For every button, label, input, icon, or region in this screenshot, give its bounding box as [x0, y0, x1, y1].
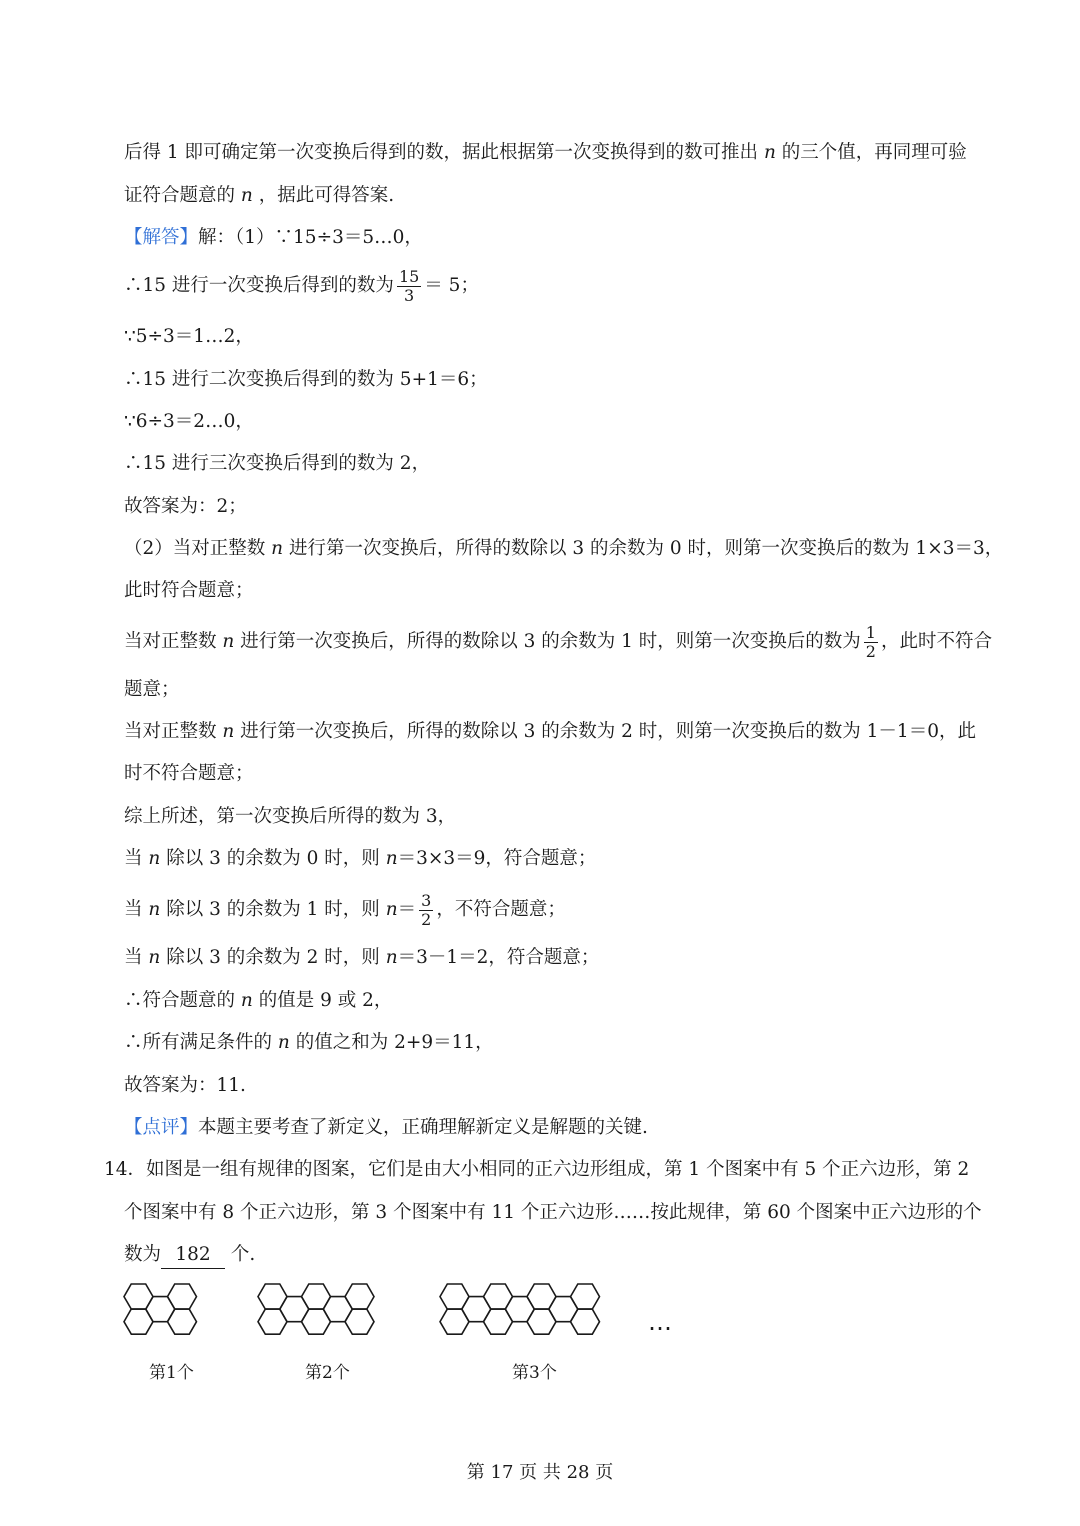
pattern-ellipsis: … [648, 1308, 672, 1336]
text-line: 后得 1 即可确定第一次变换后得到的数，据此根据第一次变换得到的数可推出 n 的三个值，再同理可验 [124, 142, 967, 163]
hexagon [571, 1309, 600, 1334]
text-line: 证符合题意的 n ，据此可得答案. [124, 185, 395, 206]
text-line: 当 n 除以 3 的余数为 0 时，则 n＝3×3＝9，符合题意； [124, 848, 597, 869]
hexagon-pattern-2 [258, 1284, 374, 1334]
text-line: ∴15 进行三次变换后得到的数为 2， [124, 453, 431, 474]
solution-tag: 【解答】 [124, 227, 199, 248]
comment-tag: 【点评】 [124, 1117, 199, 1138]
text-line: 题意； [124, 679, 180, 700]
text-line: ∵6÷3＝2…0， [124, 411, 254, 432]
fraction: $\frac{15}{3}$ [398, 266, 420, 305]
question-14-line: 数为 182 个. [124, 1242, 994, 1269]
text-line: ∴符合题意的 n 的值是 9 或 2， [124, 990, 393, 1011]
text-line: 此时符合题意； [124, 580, 254, 601]
text-line: 当 n 除以 3 的余数为 2 时，则 n＝3－1＝2，符合题意； [124, 947, 600, 968]
question-14-line: 个图案中有 8 个正六边形，第 3 个图案中有 11 个正六边形……按此规律，第 60 个图案中正六边形的个 [124, 1202, 982, 1223]
text-line: 当对正整数 n 进行第一次变换后，所得的数除以 3 的余数为 2 时，则第一次变换后的数为 1－1＝0，此 [124, 721, 976, 742]
solution-heading: 【解答】解：（1）∵15÷3＝5…0， [124, 227, 423, 248]
comment-line: 【点评】本题主要考查了新定义，正确理解新定义是解题的关键. [124, 1117, 648, 1138]
text-line: 故答案为：11. [124, 1075, 246, 1096]
fraction: $\frac{1}{2}$ [865, 622, 876, 661]
question-14-line: 14．如图是一组有规律的图案，它们是由大小相同的正六边形组成，第 1 个图案中有 5 个正六边形，第 2 [104, 1159, 970, 1180]
text-line: 当对正整数 n 进行第一次变换后，所得的数除以 3 的余数为 1 时，则第一次变换后的数为 $\frac{1}{2}$ ，此时不符合 [124, 622, 992, 661]
hexagon [345, 1309, 374, 1334]
text-line: 当 n 除以 3 的余数为 1 时，则 n＝ $\frac{3}{2}$ ，不符合题意； [124, 890, 566, 929]
text-line: ∴所有满足条件的 n 的值之和为 2+9＝11， [124, 1032, 494, 1053]
pattern-caption: 第3个 [512, 1363, 557, 1383]
text-line: ∵5÷3＝1…2， [124, 326, 254, 347]
text-line: ∴15 进行一次变换后得到的数为 $\frac{15}{3}$ ＝ 5； [124, 266, 479, 305]
hexagon [168, 1284, 197, 1309]
hexagon [571, 1284, 600, 1309]
text-line: ∴15 进行二次变换后得到的数为 5+1＝6； [124, 369, 488, 390]
hexagon-pattern-3 [440, 1284, 600, 1334]
answer-blank: 182 [161, 1242, 225, 1269]
text-line: 故答案为：2； [124, 496, 247, 517]
pattern-caption: 第2个 [305, 1363, 350, 1383]
hexagon-pattern-1 [124, 1284, 197, 1334]
hexagon-pattern-figure [120, 1282, 680, 1352]
text-line: 时不符合题意； [124, 763, 254, 784]
pattern-caption: 第1个 [149, 1363, 194, 1383]
hexagon [168, 1309, 197, 1334]
hexagon [345, 1284, 374, 1309]
page-footer: 第 17 页 共 28 页 [466, 1462, 614, 1483]
text-line: 综上所述，第一次变换后所得的数为 3， [124, 806, 457, 827]
text-line: （2）当对正整数 n 进行第一次变换后，所得的数除以 3 的余数为 0 时，则第一次变换后的数为 1×3＝3， [124, 538, 1004, 559]
fraction: $\frac{3}{2}$ [421, 890, 432, 929]
